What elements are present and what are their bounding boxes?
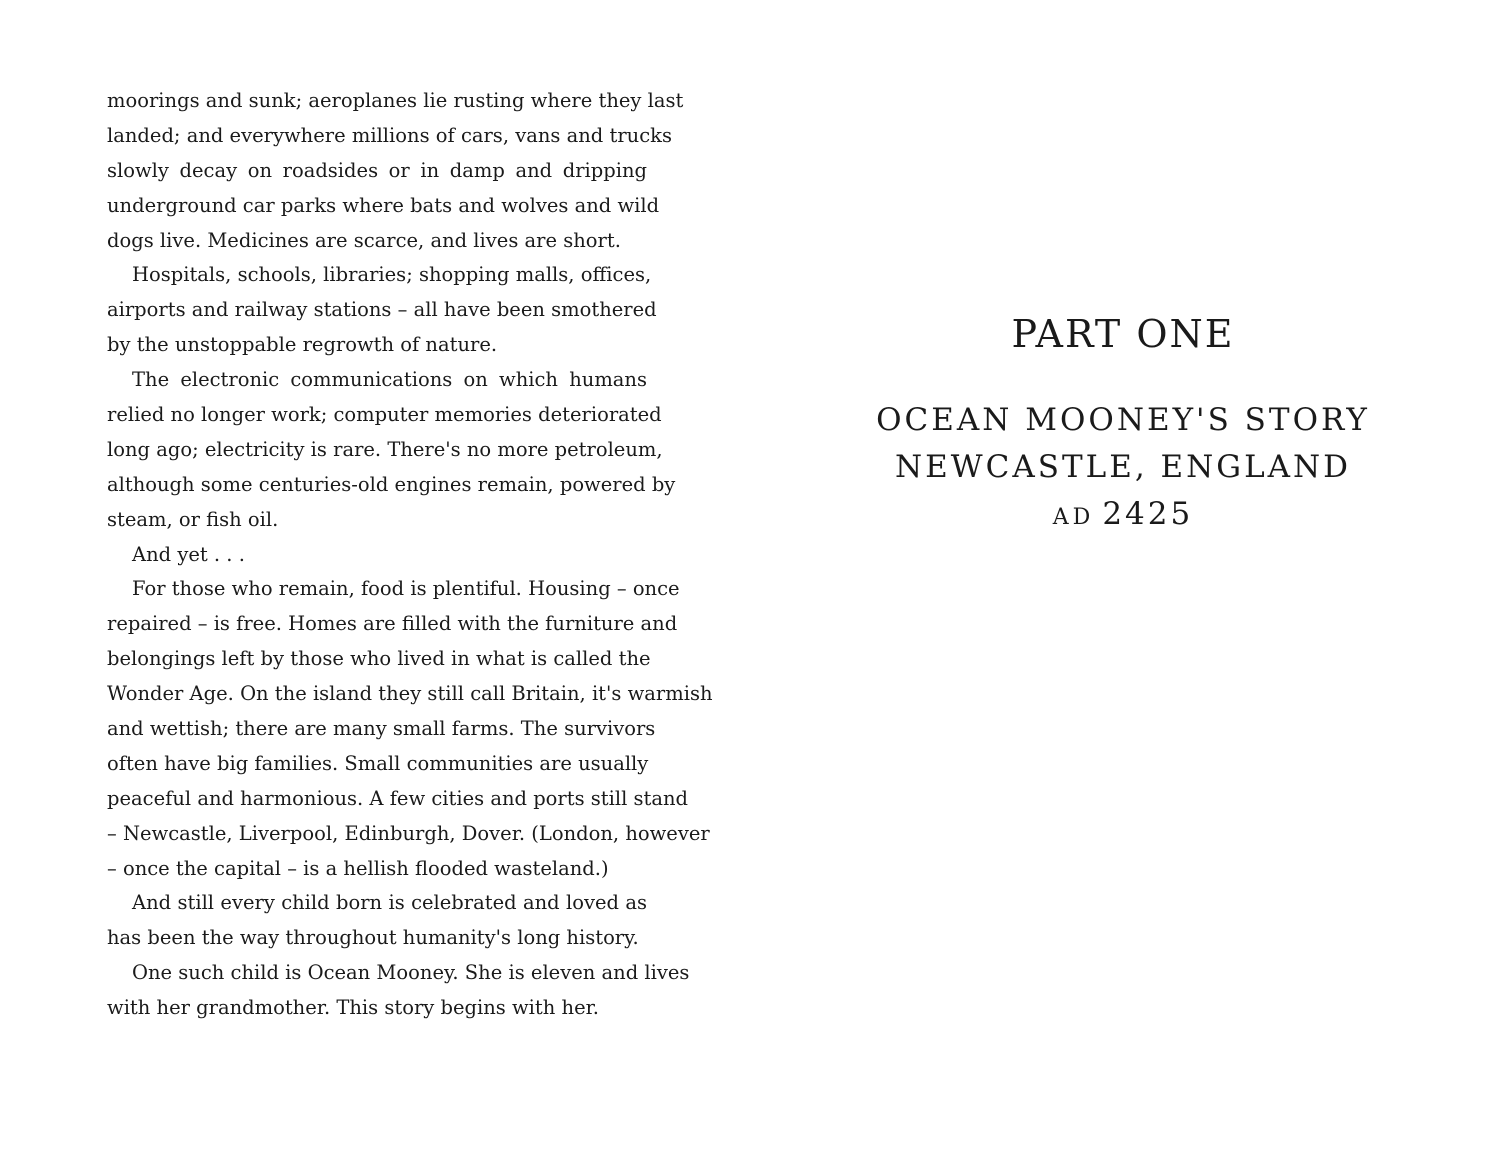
story-date	[860, 496, 1386, 532]
text-line: And yet . . .	[132, 542, 245, 566]
text-line: by the unstoppable regrowth of nature.	[107, 333, 498, 357]
text-line: relied no longer work; computer memories deteriorated	[107, 403, 662, 427]
text-line: slowly decay on roadsides or in damp and dripping	[107, 158, 647, 182]
text-line: often have big families. Small communities are usually	[107, 751, 649, 775]
text-line: moorings and sunk; aeroplanes lie rusting where they last	[107, 89, 684, 112]
part-title: PART ONE	[1011, 312, 1235, 356]
left-page-body-text	[107, 84, 713, 1026]
text-line: with her grandmother. This story begins with her.	[107, 996, 599, 1020]
text-line: steam, or fish oil.	[107, 507, 279, 531]
text-line: underground car parks where bats and wolves and wild	[107, 193, 660, 217]
text-line: dogs live. Medicines are scarce, and lives are short.	[107, 228, 621, 252]
year: 2425	[1102, 496, 1194, 532]
text-line: And still every child born is celebrated and loved as	[132, 891, 647, 915]
story-title: OCEAN MOONEY'S STORY	[876, 402, 1370, 438]
text-line: belongings left by those who lived in what is called the	[107, 647, 651, 671]
era-label: AD	[1052, 505, 1095, 530]
text-line: For those who remain, food is plentiful. Housing – once	[132, 577, 680, 601]
text-line: peaceful and harmonious. A few cities and ports still stand	[107, 786, 689, 810]
text-line: – once the capital – is a hellish flooded wasteland.)	[107, 856, 609, 880]
text-line: repaired – is free. Homes are filled with the furniture and	[107, 612, 678, 636]
text-line: The electronic communications on which humans	[132, 368, 647, 392]
text-line: One such child is Ocean Mooney. She is eleven and lives	[132, 961, 690, 985]
text-line: Hospitals, schools, libraries; shopping malls, offices,	[132, 263, 652, 287]
text-line: has been the way throughout humanity's long history.	[107, 926, 639, 950]
text-line: airports and railway stations – all have been smothered	[107, 298, 657, 322]
text-line: long ago; electricity is rare. There's no more petroleum,	[107, 437, 663, 461]
text-line: although some centuries-old engines remain, powered by	[107, 472, 676, 496]
text-line: landed; and everywhere millions of cars, vans and trucks	[107, 123, 672, 147]
text-line: Wonder Age. On the island they still call Britain, it's warmish	[107, 682, 713, 706]
text-line: – Newcastle, Liverpool, Edinburgh, Dover. (London, however	[107, 821, 710, 845]
story-location: NEWCASTLE, ENGLAND	[894, 449, 1352, 485]
text-line: and wettish; there are many small farms. The survivors	[107, 717, 656, 741]
